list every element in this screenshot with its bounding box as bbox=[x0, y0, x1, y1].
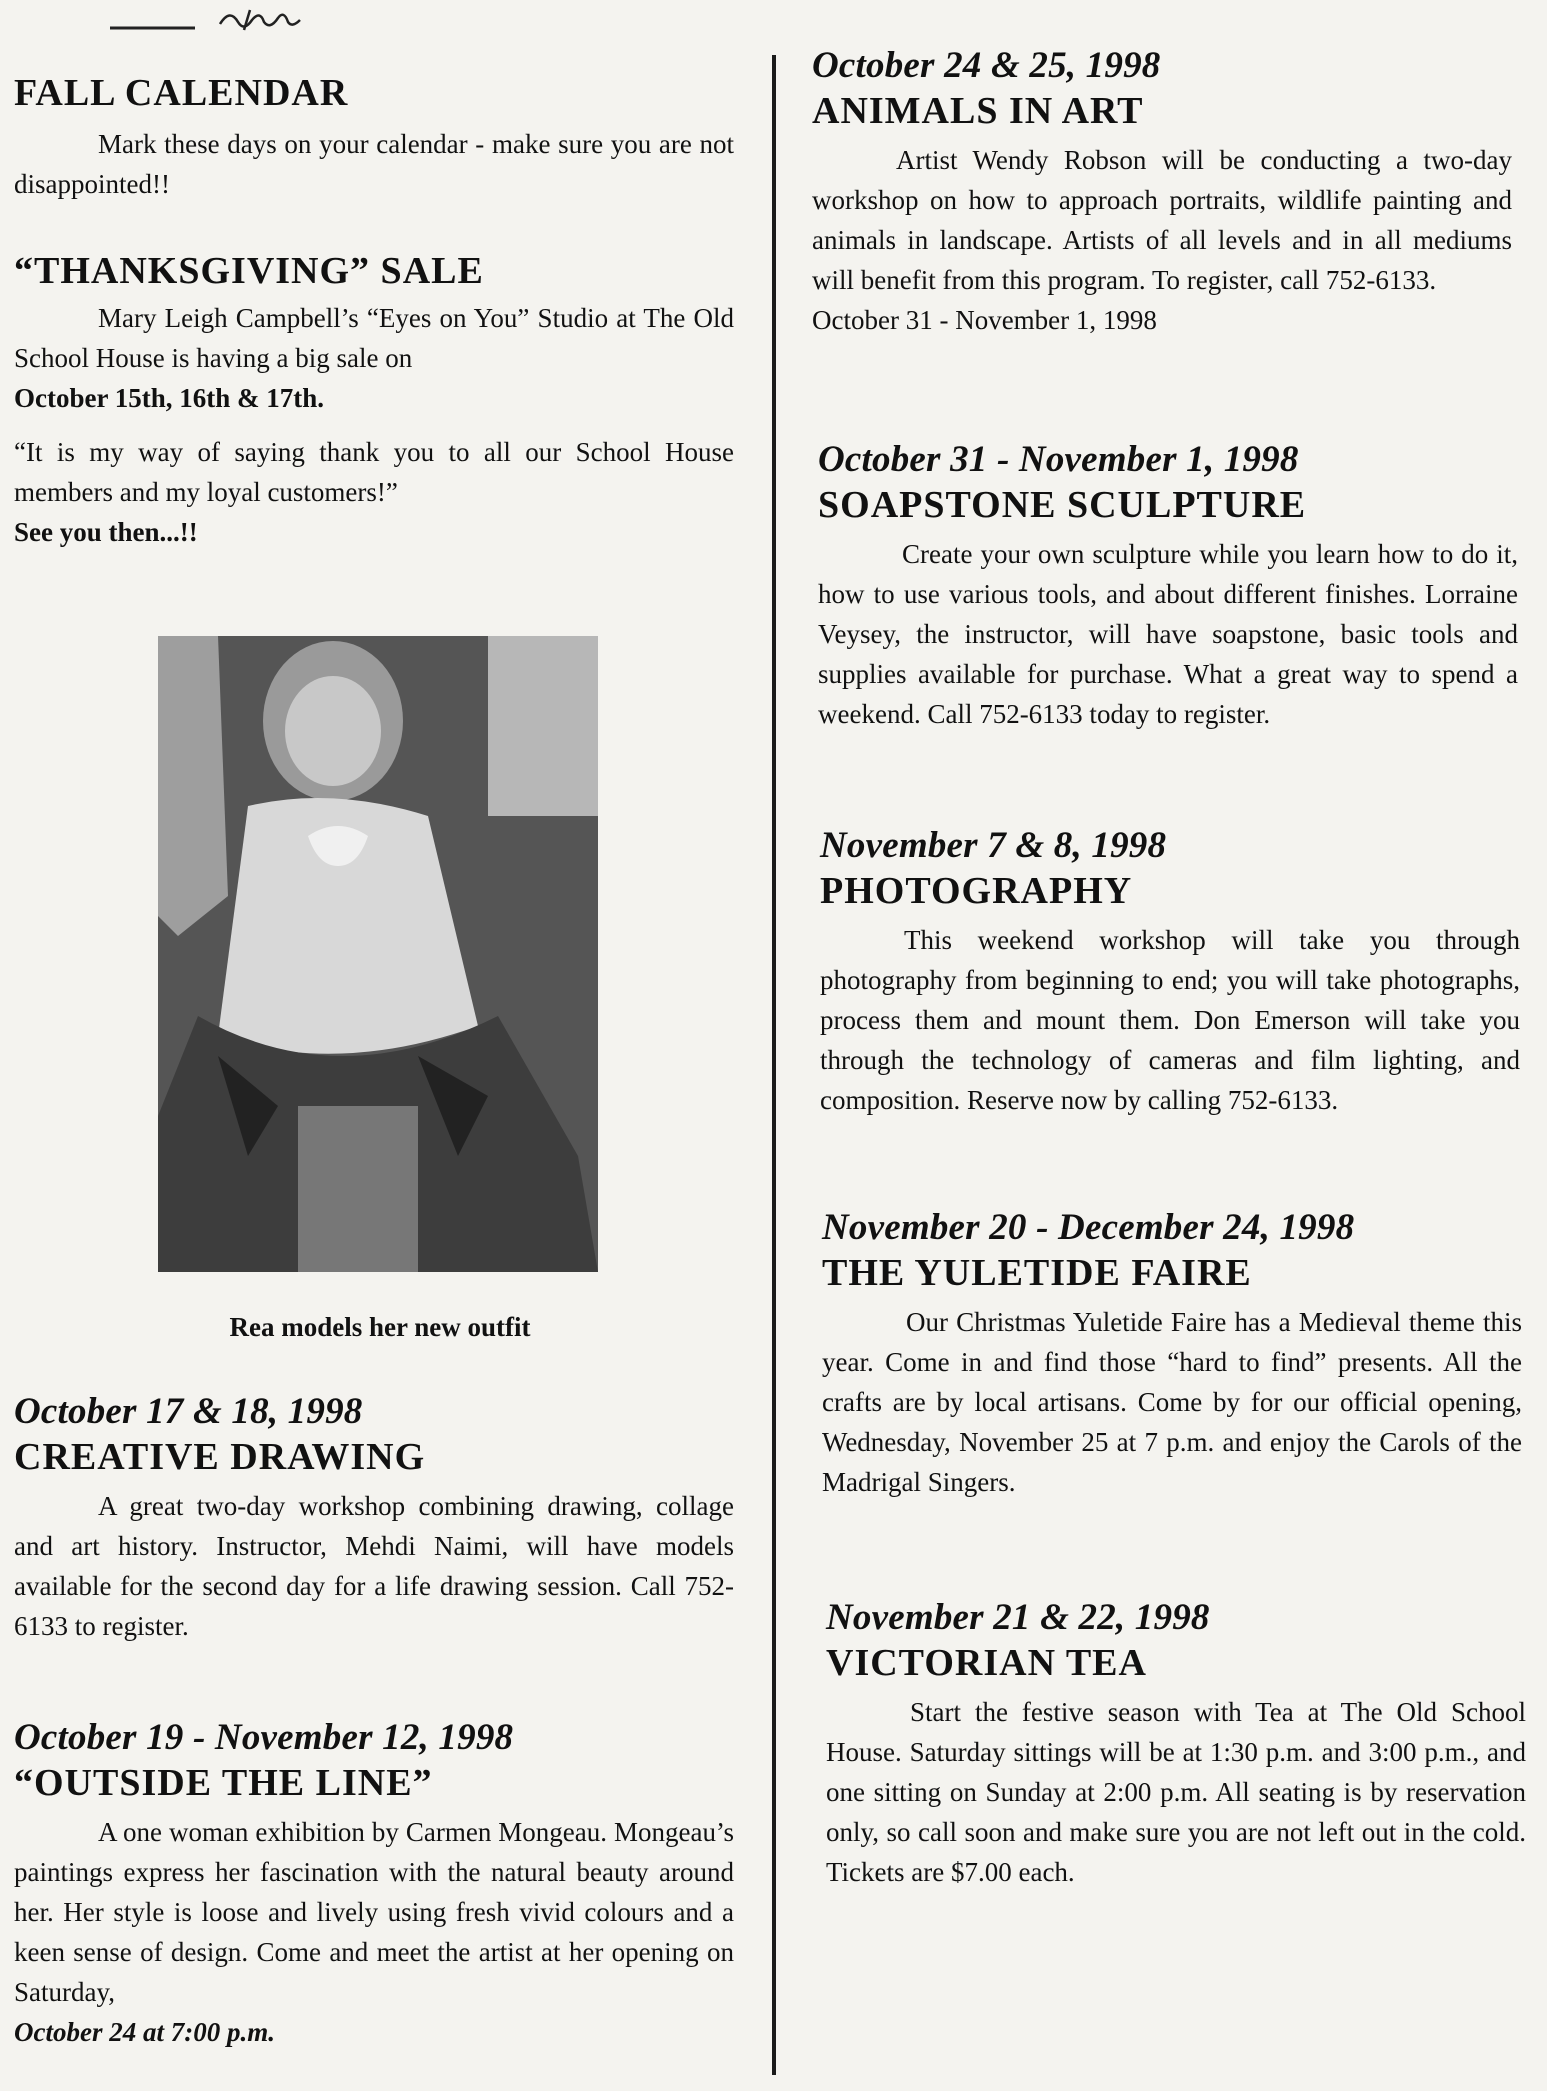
outside-the-line-heading: “OUTSIDE THE LINE” bbox=[14, 1762, 433, 1804]
thanksgiving-signoff: See you then...!! bbox=[14, 517, 198, 547]
fall-calendar-heading: FALL CALENDAR bbox=[14, 72, 349, 114]
handwritten-signature bbox=[100, 4, 350, 40]
animals-in-art-heading: ANIMALS IN ART bbox=[812, 90, 1144, 132]
yuletide-section bbox=[822, 1206, 1522, 1502]
victorian-tea-date: November 21 & 22, 1998 bbox=[826, 1597, 1210, 1638]
soapstone-date: October 31 - November 1, 1998 bbox=[818, 439, 1299, 480]
photo-rea-outfit bbox=[158, 636, 598, 1272]
yuletide-date: November 20 - December 24, 1998 bbox=[822, 1207, 1355, 1248]
thanksgiving-section bbox=[14, 248, 734, 552]
victorian-tea-section bbox=[826, 1596, 1526, 1892]
victorian-tea-body: Start the festive season with Tea at The Old School House. Saturday sittings will be at 1:30 p.m. and 3:00 p.m., and one sitting on Sunday at 2:00 p.m. All seating is by reservation only, so call soon and make sure you are not left out in the cold. Tickets are $7.00 each. bbox=[826, 1697, 1526, 1887]
thanksgiving-quote: “It is my way of saying thank you to all our School House members and my loyal customers!” bbox=[14, 437, 734, 507]
creative-drawing-body: A great two-day workshop combining drawing, collage and art history. Instructor, Mehdi Naimi, will have models available for the second day for a life drawing session. Call 752-6133 to register. bbox=[14, 1491, 734, 1641]
creative-drawing-date: October 17 & 18, 1998 bbox=[14, 1391, 363, 1432]
animals-in-art-section bbox=[812, 44, 1512, 340]
photo-caption: Rea models her new outfit bbox=[229, 1312, 531, 1342]
animals-in-art-extra-date: October 31 - November 1, 1998 bbox=[812, 305, 1157, 335]
animals-in-art-date: October 24 & 25, 1998 bbox=[812, 45, 1161, 86]
soapstone-body: Create your own sculpture while you learn how to do it, how to use various tools, and about different finishes. Lorraine Veysey, the instructor, will have soapstone, basic tools and supplies available for purchase. What a great way to spend a weekend. Call 752-6133 today to register. bbox=[818, 539, 1518, 729]
fall-calendar-section bbox=[14, 70, 734, 204]
photography-section bbox=[820, 824, 1520, 1120]
outside-the-line-opening: October 24 at 7:00 p.m. bbox=[14, 2017, 275, 2047]
outside-the-line-date: October 19 - November 12, 1998 bbox=[14, 1717, 514, 1758]
photography-body: This weekend workshop will take you through photography from beginning to end; you will take photographs, process them and mount them. Don Emerson will take you through the technology of cameras and film lighting, and composition. Reserve now by calling 752-6133. bbox=[820, 925, 1520, 1115]
creative-drawing-heading: CREATIVE DRAWING bbox=[14, 1436, 426, 1478]
thanksgiving-heading: “THANKSGIVING” SALE bbox=[14, 250, 484, 292]
outside-the-line-section bbox=[14, 1716, 734, 2052]
outside-the-line-body: A one woman exhibition by Carmen Mongeau. Mongeau’s paintings express her fascination with the natural beauty around her. Her style is loose and lively using fresh vivid colours and a keen sense of design. Come and meet the artist at her opening on Saturday, bbox=[14, 1817, 734, 2007]
yuletide-heading: THE YULETIDE FAIRE bbox=[822, 1252, 1252, 1294]
creative-drawing-section bbox=[14, 1390, 734, 1646]
thanksgiving-dates: October 15th, 16th & 17th. bbox=[14, 383, 324, 413]
fall-calendar-intro: Mark these days on your calendar - make sure you are not disappointed!! bbox=[14, 129, 734, 199]
photography-heading: PHOTOGRAPHY bbox=[820, 870, 1133, 912]
thanksgiving-body: Mary Leigh Campbell’s “Eyes on You” Studio at The Old School House is having a big sale on bbox=[14, 303, 734, 373]
animals-in-art-body: Artist Wendy Robson will be conducting a two-day workshop on how to approach portraits, wildlife painting and animals in landscape. Artists of all levels and in all mediums will benefit from this program. To register, call 752-6133. bbox=[812, 145, 1512, 295]
soapstone-heading: SOAPSTONE SCULPTURE bbox=[818, 484, 1307, 526]
soapstone-section bbox=[818, 438, 1518, 734]
photography-date: November 7 & 8, 1998 bbox=[820, 825, 1167, 866]
victorian-tea-heading: VICTORIAN TEA bbox=[826, 1642, 1147, 1684]
yuletide-body: Our Christmas Yuletide Faire has a Medieval theme this year. Come in and find those “hard to find” presents. All the crafts are by local artisans. Come by for our official opening, Wednesday, November 25 at 7 p.m. and enjoy the Carols of the Madrigal Singers. bbox=[822, 1307, 1522, 1497]
column-divider bbox=[772, 55, 776, 2075]
